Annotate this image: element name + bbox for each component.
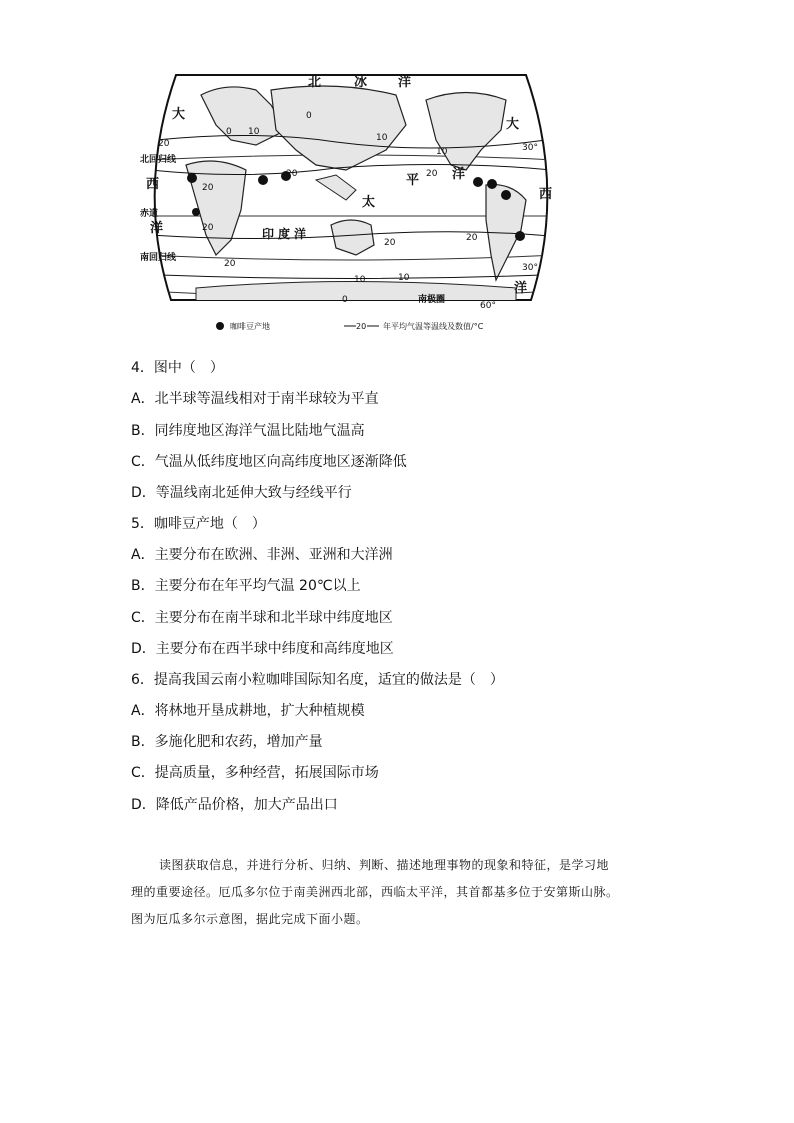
question-5-option-b: B．主要分布在年平均气温 20℃以上	[131, 578, 361, 594]
ocean-label: 洋	[294, 227, 307, 241]
lat-label: 南回归线	[140, 253, 177, 263]
passage-line-2: 理的重要途径。厄瓜多尔位于南美洲西北部，西临太平洋，其首都基多位于安第斯山脉。	[131, 885, 619, 899]
reading-passage	[131, 852, 671, 933]
question-6-option-d: D．降低产品价格，加大产品出口	[131, 797, 338, 813]
coffee-dot	[192, 208, 200, 216]
ocean-label: 大	[506, 117, 520, 132]
isotherm-value: 20	[384, 238, 396, 248]
question-4-option-c: C．气温从低纬度地区向高纬度地区逐渐降低	[131, 454, 407, 470]
question-6-option-b: B．多施化肥和农药，增加产量	[131, 734, 323, 750]
isotherm-value: 20	[202, 223, 214, 233]
passage-line-1: 读图获取信息，并进行分析、归纳、判断、描述地理事物的现象和特征，是学习地	[159, 858, 610, 872]
ocean-label: 洋	[514, 281, 528, 296]
degree-label: 60°	[480, 301, 496, 311]
ocean-label: 洋	[452, 167, 466, 182]
passage-line-3: 图为厄瓜多尔示意图，据此完成下面小题。	[131, 912, 369, 926]
ocean-label: 大	[172, 107, 186, 122]
lat-label: 北回归线	[140, 155, 177, 165]
isotherm-value: 10	[436, 147, 448, 157]
degree-label: 30°	[522, 143, 538, 153]
isotherm-value: 0	[342, 295, 348, 305]
ocean-label: 度	[278, 227, 291, 241]
coffee-dot	[187, 173, 197, 183]
isotherm-value: 0	[306, 111, 312, 121]
coffee-dot	[473, 177, 483, 187]
ocean-label: 西	[146, 177, 160, 192]
isotherm-value: 20	[202, 183, 214, 193]
question-5-option-d: D．主要分布在西半球中纬度和高纬度地区	[131, 641, 394, 657]
question-4-option-b: B．同纬度地区海洋气温比陆地气温高	[131, 423, 365, 439]
isotherm-value: 10	[354, 275, 366, 285]
question-5-stem: 5．咖啡豆产地（ ）	[131, 516, 266, 532]
isotherm-value: 0	[226, 127, 232, 137]
ocean-label: 北	[308, 75, 322, 90]
antarctica-landmass	[196, 282, 516, 311]
isotherm-value: 10	[376, 133, 388, 143]
coffee-dot	[515, 231, 525, 241]
lat-label: 南极圈	[418, 295, 446, 305]
question-5-option-a: A．主要分布在欧洲、非洲、亚洲和大洋洲	[131, 547, 393, 563]
question-4-stem: 4．图中（ ）	[131, 360, 224, 376]
isotherm-value: 10	[248, 127, 260, 137]
legend-coffee-dot	[216, 322, 224, 330]
ocean-label: 洋	[150, 221, 164, 236]
degree-label: 30°	[522, 263, 538, 273]
ocean-label: 洋	[398, 75, 412, 90]
isotherm-value: 20	[286, 169, 298, 179]
question-5-option-c: C．主要分布在南半球和北半球中纬度地区	[131, 610, 393, 626]
legend-isotherm-sample: 20	[356, 322, 367, 331]
world-isotherm-map	[136, 70, 566, 335]
question-6-option-a: A．将林地开垦成耕地，扩大种植规模	[131, 703, 365, 719]
question-6-option-c: C．提高质量，多种经营，拓展国际市场	[131, 765, 379, 781]
ocean-label: 印	[262, 227, 275, 241]
isotherm-value: 10	[398, 273, 410, 283]
ocean-label: 太	[362, 195, 376, 210]
coffee-dot	[501, 190, 511, 200]
lat-label: 赤道	[140, 209, 159, 219]
question-4-option-d: D．等温线南北延伸大致与经线平行	[131, 485, 352, 501]
legend-coffee-label: 咖啡豆产地	[230, 322, 270, 331]
question-6-stem: 6．提高我国云南小粒咖啡国际知名度，适宜的做法是（ ）	[131, 672, 504, 688]
ocean-label: 西	[539, 187, 553, 202]
isotherm-value: 20	[426, 169, 438, 179]
isotherm-value: 20	[466, 233, 478, 243]
ocean-label: 冰	[354, 75, 368, 90]
ocean-label: 平	[406, 173, 420, 188]
legend-isotherm-label: 年平均气温等温线及数值/°C	[383, 322, 484, 331]
coffee-dot	[258, 175, 268, 185]
map-svg	[136, 70, 566, 335]
isotherm-value: 20	[158, 139, 170, 149]
isotherm-value: 20	[224, 259, 236, 269]
coffee-dot	[487, 179, 497, 189]
question-4-option-a: A．北半球等温线相对于南半球较为平直	[131, 391, 379, 407]
